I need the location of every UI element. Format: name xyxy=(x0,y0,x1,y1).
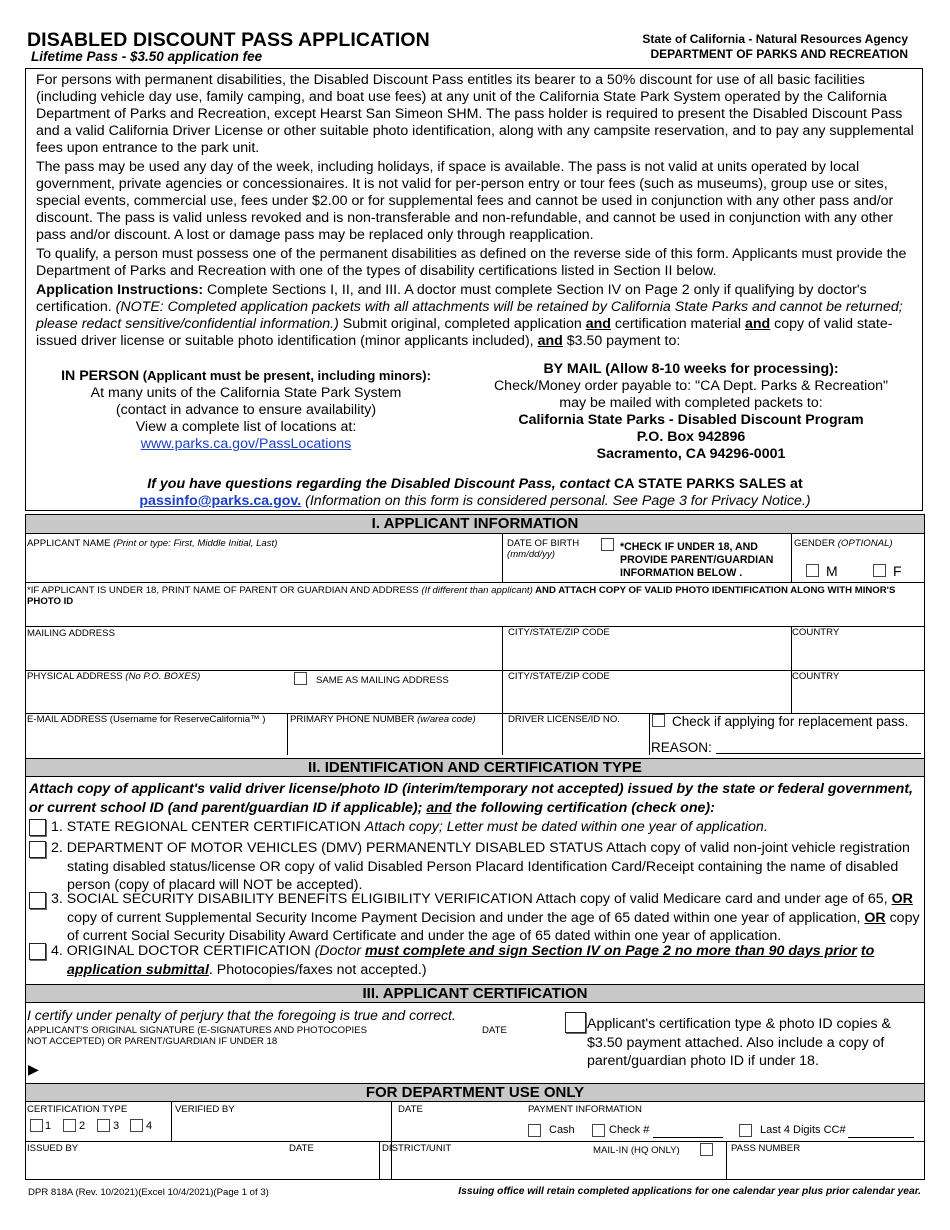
dept-cert-3-label: 3 xyxy=(113,1120,120,1132)
agency-block xyxy=(642,32,908,62)
cert-1-note: Attach copy; Letter must be dated within one year of application. xyxy=(364,819,768,835)
physical-address-label-text: PHYSICAL ADDRESS xyxy=(27,671,126,682)
cert-1-title: 1. STATE REGIONAL CENTER CERTIFICATION xyxy=(51,819,365,835)
parent-label-b: (If different than applicant) xyxy=(421,585,533,596)
signature-arrow-icon: ▶ xyxy=(28,1061,39,1077)
section-3-header: III. APPLICANT CERTIFICATION xyxy=(26,984,924,1003)
intro-paragraph-2: The pass may be used any day of the week, including holidays, if space is available. The pass is not valid at units operated by local government, private agencies or concessionaires. It is not valid for per-person entry or tour fees (such as museums), group use or sites, special events, commercial use, fees under $2.00 or for supplemental fees and cannot be used in conjunction with any other pass and/or discount. The pass is valid unless revoked and is non-transferable and non-refundable, and cannot be used in conjunction with any other pass and/or discount. A lost or damage pass may be replaced only through reapplication. xyxy=(36,159,894,243)
physical-country-input[interactable] xyxy=(793,683,923,711)
physical-address-label xyxy=(27,671,200,682)
form-title: DISABLED DISCOUNT PASS APPLICATION xyxy=(27,29,430,51)
dob-input[interactable] xyxy=(505,561,600,581)
signature-date-label: DATE xyxy=(482,1025,507,1036)
gender-f-label: F xyxy=(893,563,902,579)
cert-4-note-d: . Photocopies/faxes not accepted.) xyxy=(208,961,427,978)
driver-license-input[interactable] xyxy=(504,727,647,753)
mailing-country-input[interactable] xyxy=(793,640,923,668)
mailing-country-label: COUNTRY xyxy=(792,627,840,638)
by-mail-address-2: P.O. Box 942896 xyxy=(636,429,746,445)
issued-date-label: DATE xyxy=(289,1143,314,1154)
in-person-block xyxy=(36,367,456,453)
instructions-text-d: copy of valid state-issued driver license or suitable photo identification (minor applicants included), xyxy=(36,316,893,349)
physical-address-note: (No P.O. BOXES) xyxy=(125,671,201,682)
email-label: E-MAIL ADDRESS (Username for ReserveCalifornia™ ) xyxy=(27,714,266,725)
phone-label xyxy=(290,714,476,725)
by-mail-address-3: Sacramento, CA 94296-0001 xyxy=(596,446,786,462)
instructions-text-c: certification material xyxy=(610,316,745,332)
cert-1-checkbox[interactable] xyxy=(29,819,46,836)
same-as-mailing-label: SAME AS MAILING ADDRESS xyxy=(316,675,449,686)
section-2-header: II. IDENTIFICATION AND CERTIFICATION TYPE xyxy=(26,758,924,777)
section-2-intro-and: and xyxy=(426,799,452,816)
attached-statement: Applicant's certification type & photo ID copies & $3.50 payment attached. Also include a copy of parent/guardian photo ID if under 18. xyxy=(587,1016,891,1069)
mailing-city-state-zip-input[interactable] xyxy=(504,640,789,668)
applicant-name-label-text: APPLICANT NAME xyxy=(27,538,114,549)
privacy-note: (Information on this form is considered personal. See Page 3 for Privacy Notice.) xyxy=(301,493,811,509)
phone-label-note: (w/area code) xyxy=(417,714,476,725)
mail-in-label: MAIL-IN (HQ ONLY) xyxy=(593,1145,680,1156)
parent-label-a: *IF APPLICANT IS UNDER 18, PRINT NAME OF PARENT OR GUARDIAN AND ADDRESS xyxy=(27,585,422,596)
email-input[interactable] xyxy=(26,727,286,753)
form-subtitle: Lifetime Pass - $3.50 application fee xyxy=(31,49,263,64)
issued-by-label: ISSUED BY xyxy=(27,1143,79,1154)
contact-email-link[interactable]: passinfo@parks.ca.gov. xyxy=(139,493,302,509)
cert-3-line-3: copy of current Social Security Disability Award Certificate and under the age of 65 dated within one year of application. xyxy=(67,909,920,944)
retention-note: Issuing office will retain completed applications for one calendar year plus prior calendar year. xyxy=(458,1186,921,1197)
dept-date-input[interactable] xyxy=(394,1116,524,1139)
agency-line-2: DEPARTMENT OF PARKS AND RECREATION xyxy=(650,47,908,61)
cert-4-note-a: (Doctor xyxy=(314,943,366,959)
dept-cert-3-checkbox[interactable] xyxy=(97,1119,110,1132)
gender-optional: (OPTIONAL) xyxy=(837,538,893,549)
district-unit-input[interactable] xyxy=(382,1155,592,1177)
instructions-label: Application Instructions: xyxy=(36,282,204,298)
intro-paragraph-3: To qualify, a person must possess one of the permanent disabilities as defined on the reverse side of this form. Applicants must provide the Department of Parks and Recreation with one of the types of disability certifications listed in Section II below. xyxy=(36,246,907,279)
cert-3-checkbox[interactable] xyxy=(29,892,46,909)
cert-4-note-b: must complete and sign Section IV on Page 2 no more than 90 days prior xyxy=(365,943,857,959)
issued-by-input[interactable] xyxy=(26,1155,281,1177)
pass-number-label: PASS NUMBER xyxy=(731,1143,801,1154)
cert-3-line-2: copy of current Supplemental Security Income Payment Decision and under the age of 65 dated within one year of application, xyxy=(67,909,861,926)
instructions-text-e: $3.50 payment to: xyxy=(562,333,681,349)
cert-3-or-2: OR xyxy=(864,909,886,926)
in-person-heading-note: (Applicant must be present, including minors): xyxy=(139,368,431,383)
check-number-input[interactable] xyxy=(653,1124,723,1138)
verified-by-label: VERIFIED BY xyxy=(175,1104,235,1115)
instructions-text-a: Complete Sections I, II, and III. A doctor must complete Section IV on Page 2 only if qualifying by doctor's certification. xyxy=(36,282,867,315)
cert-4-checkbox[interactable] xyxy=(29,943,46,960)
parent-guardian-input[interactable] xyxy=(26,609,924,626)
intro-box xyxy=(25,68,923,511)
physical-city-state-zip-input[interactable] xyxy=(504,683,789,711)
cert-4-note-c: to application submittal xyxy=(67,943,875,978)
district-unit-label: DISTRICT/UNIT xyxy=(382,1143,452,1154)
issued-date-input[interactable] xyxy=(288,1155,388,1177)
contact-sales: CA STATE PARKS SALES at xyxy=(610,476,803,492)
form-id: DPR 818A (Rev. 10/2021)(Excel 10/4/2021)(Page 1 of 3) xyxy=(28,1187,269,1198)
physical-country-label: COUNTRY xyxy=(792,671,840,682)
by-mail-line-1: Check/Money order payable to: "CA Dept. Parks & Recreation" xyxy=(493,378,889,394)
by-mail-line-2: may be mailed with completed packets to: xyxy=(559,395,823,411)
by-mail-heading: BY MAIL (Allow 8-10 weeks for processing): xyxy=(543,361,839,377)
signature-label: APPLICANT'S ORIGINAL SIGNATURE (E-SIGNATURES AND PHOTOCOPIES NOT ACCEPTED) OR PARENT/GUARDIAN IF UNDER 18 xyxy=(27,1025,367,1047)
cert-3-text xyxy=(51,890,921,946)
signature-input[interactable] xyxy=(46,1045,546,1075)
cc-checkbox[interactable] xyxy=(739,1124,752,1137)
intro-paragraph-instructions xyxy=(26,282,922,350)
cert-2-text: 2. DEPARTMENT OF MOTOR VEHICLES (DMV) PERMANENTLY DISABLED STATUS Attach copy of valid non-joint vehicle registration stating disabled status/license OR copy of valid Disabled Person Placard Identification Card/Receipt containing the name of disabled person (copy of placard will NOT be accepted). xyxy=(51,840,910,893)
dob-format: (mm/dd/yy) xyxy=(507,549,555,560)
certify-statement: I certify under penalty of perjury that the foregoing is true and correct. xyxy=(27,1007,456,1023)
physical-address-input[interactable] xyxy=(26,687,501,711)
last-4-cc-label: Last 4 Digits CC# xyxy=(760,1124,846,1136)
verified-by-input[interactable] xyxy=(174,1116,389,1139)
dept-date-label: DATE xyxy=(398,1104,423,1115)
reason-input[interactable] xyxy=(716,739,921,754)
check-checkbox[interactable] xyxy=(592,1124,605,1137)
section-2-intro xyxy=(29,780,919,817)
in-person-line-1: At many units of the California State Park System xyxy=(90,385,402,401)
instructions-text-b: Submit original, completed application xyxy=(338,316,586,332)
contact-line-2 xyxy=(26,493,924,510)
dept-cert-1-checkbox[interactable] xyxy=(30,1119,43,1132)
pass-locations-link[interactable]: www.parks.ca.gov/PassLocations xyxy=(140,436,352,452)
pass-number-input[interactable] xyxy=(729,1155,921,1177)
instructions-note: (NOTE: Completed application packets with all attachments will be retained by California State Parks and cannot be returned; please redact sensitive/confidential information.) xyxy=(36,299,903,332)
in-person-heading-row xyxy=(36,367,456,385)
gender-m-label: M xyxy=(826,563,838,579)
payment-info-label: PAYMENT INFORMATION xyxy=(528,1104,642,1115)
dob-label xyxy=(507,538,579,560)
cert-2-checkbox[interactable] xyxy=(29,841,46,858)
cash-label: Cash xyxy=(549,1124,575,1136)
phone-input[interactable] xyxy=(289,727,501,753)
last-4-cc-input[interactable] xyxy=(848,1124,914,1138)
by-mail-address-1: California State Parks - Disabled Discount Program xyxy=(518,412,864,428)
applicant-name-label xyxy=(27,538,277,549)
section-1-header: I. APPLICANT INFORMATION xyxy=(26,515,924,534)
parent-label-c: AND ATTACH COPY OF VALID PHOTO IDENTIFICATION ALONG WITH MINOR'S PHOTO ID xyxy=(27,585,896,607)
cert-3-line-1: 3. SOCIAL SECURITY DISABILITY BENEFITS ELIGIBILITY VERIFICATION Attach copy of valid Medicare card and under age of 65, xyxy=(51,891,888,907)
in-person-line-2: (contact in advance to ensure availability) xyxy=(115,402,377,418)
in-person-heading: IN PERSON xyxy=(61,368,140,384)
gender-label xyxy=(794,538,893,549)
dept-cert-2-checkbox[interactable] xyxy=(63,1119,76,1132)
attached-checkbox[interactable] xyxy=(565,1012,586,1033)
physical-city-state-zip-label: CITY/STATE/ZIP CODE xyxy=(508,671,610,682)
applicant-name-input[interactable] xyxy=(26,549,501,581)
cert-1-text xyxy=(51,818,921,837)
replacement-pass-checkbox[interactable] xyxy=(652,714,665,727)
under-18-checkbox[interactable] xyxy=(601,538,614,551)
check-label: Check # xyxy=(609,1124,650,1136)
gender-f-checkbox[interactable] xyxy=(873,564,886,577)
dept-cert-4-label: 4 xyxy=(146,1120,153,1132)
section-2-intro-end: the following certification (check one): xyxy=(451,799,715,816)
dob-label-text: DATE OF BIRTH xyxy=(507,538,580,549)
mailing-address-input[interactable] xyxy=(26,640,501,668)
cert-type-label: CERTIFICATION TYPE xyxy=(27,1104,128,1115)
and-emphasis-2: and xyxy=(744,316,771,332)
dept-cert-1-label: 1 xyxy=(45,1120,52,1132)
agency-line-1: State of California - Natural Resources Agency xyxy=(642,32,908,46)
and-emphasis-3: and xyxy=(537,333,563,349)
contact-line-1 xyxy=(26,476,924,493)
under-18-label: *CHECK IF UNDER 18, AND PROVIDE PARENT/GUARDIAN INFORMATION BELOW . xyxy=(620,541,774,579)
form-box xyxy=(25,514,925,1180)
by-mail-block xyxy=(481,361,901,463)
cert-4-title: 4. ORIGINAL DOCTOR CERTIFICATION xyxy=(51,943,315,959)
applicant-name-label-note: (Print or type: First, Middle Initial, Last) xyxy=(113,538,278,549)
mail-in-checkbox[interactable] xyxy=(700,1143,713,1156)
cash-checkbox[interactable] xyxy=(528,1124,541,1137)
contact-block xyxy=(26,476,924,510)
section-2-intro-text: Attach copy of applicant's valid driver license/photo ID (interim/temporary not accepted) issued by the state or federal government, or current school ID (and parent/guardian ID if applicable); xyxy=(29,781,913,816)
in-person-line-3: View a complete list of locations at: xyxy=(135,419,357,435)
cert-4-text xyxy=(51,942,921,979)
dept-cert-4-checkbox[interactable] xyxy=(130,1119,143,1132)
phone-label-text: PRIMARY PHONE NUMBER xyxy=(290,714,418,725)
intro-paragraph-1: For persons with permanent disabilities, the Disabled Discount Pass entitles its bearer to a 50% discount for use of all basic facilities (including vehicle day use, family camping, and boat use fees) at any unit of the California State Park System operated by the California Department of Parks and Recreation, except Hearst San Simeon SHM. The pass holder is required to present the Disabled Discount Pass and a valid California Driver License or other suitable photo identification, along with any campsite reservation, and to pay any supplemental fees upon entrance to the park unit. xyxy=(36,72,914,156)
gender-m-checkbox[interactable] xyxy=(806,564,819,577)
and-emphasis-1: and xyxy=(585,316,611,332)
driver-license-label: DRIVER LICENSE/ID NO. xyxy=(508,714,620,725)
cert-3-or-1: OR xyxy=(891,891,913,907)
mailing-address-label: MAILING ADDRESS xyxy=(27,628,115,639)
reason-label: REASON: xyxy=(651,740,712,755)
gender-label-text: GENDER xyxy=(794,538,838,549)
contact-question: If you have questions regarding the Disabled Discount Pass, contact xyxy=(147,476,611,492)
dept-use-header: FOR DEPARTMENT USE ONLY xyxy=(26,1083,924,1102)
parent-guardian-label xyxy=(27,585,907,607)
mailing-city-state-zip-label: CITY/STATE/ZIP CODE xyxy=(508,627,610,638)
replacement-pass-label: Check if applying for replacement pass. xyxy=(672,714,909,729)
same-as-mailing-checkbox[interactable] xyxy=(294,672,307,685)
dept-cert-2-label: 2 xyxy=(79,1120,86,1132)
